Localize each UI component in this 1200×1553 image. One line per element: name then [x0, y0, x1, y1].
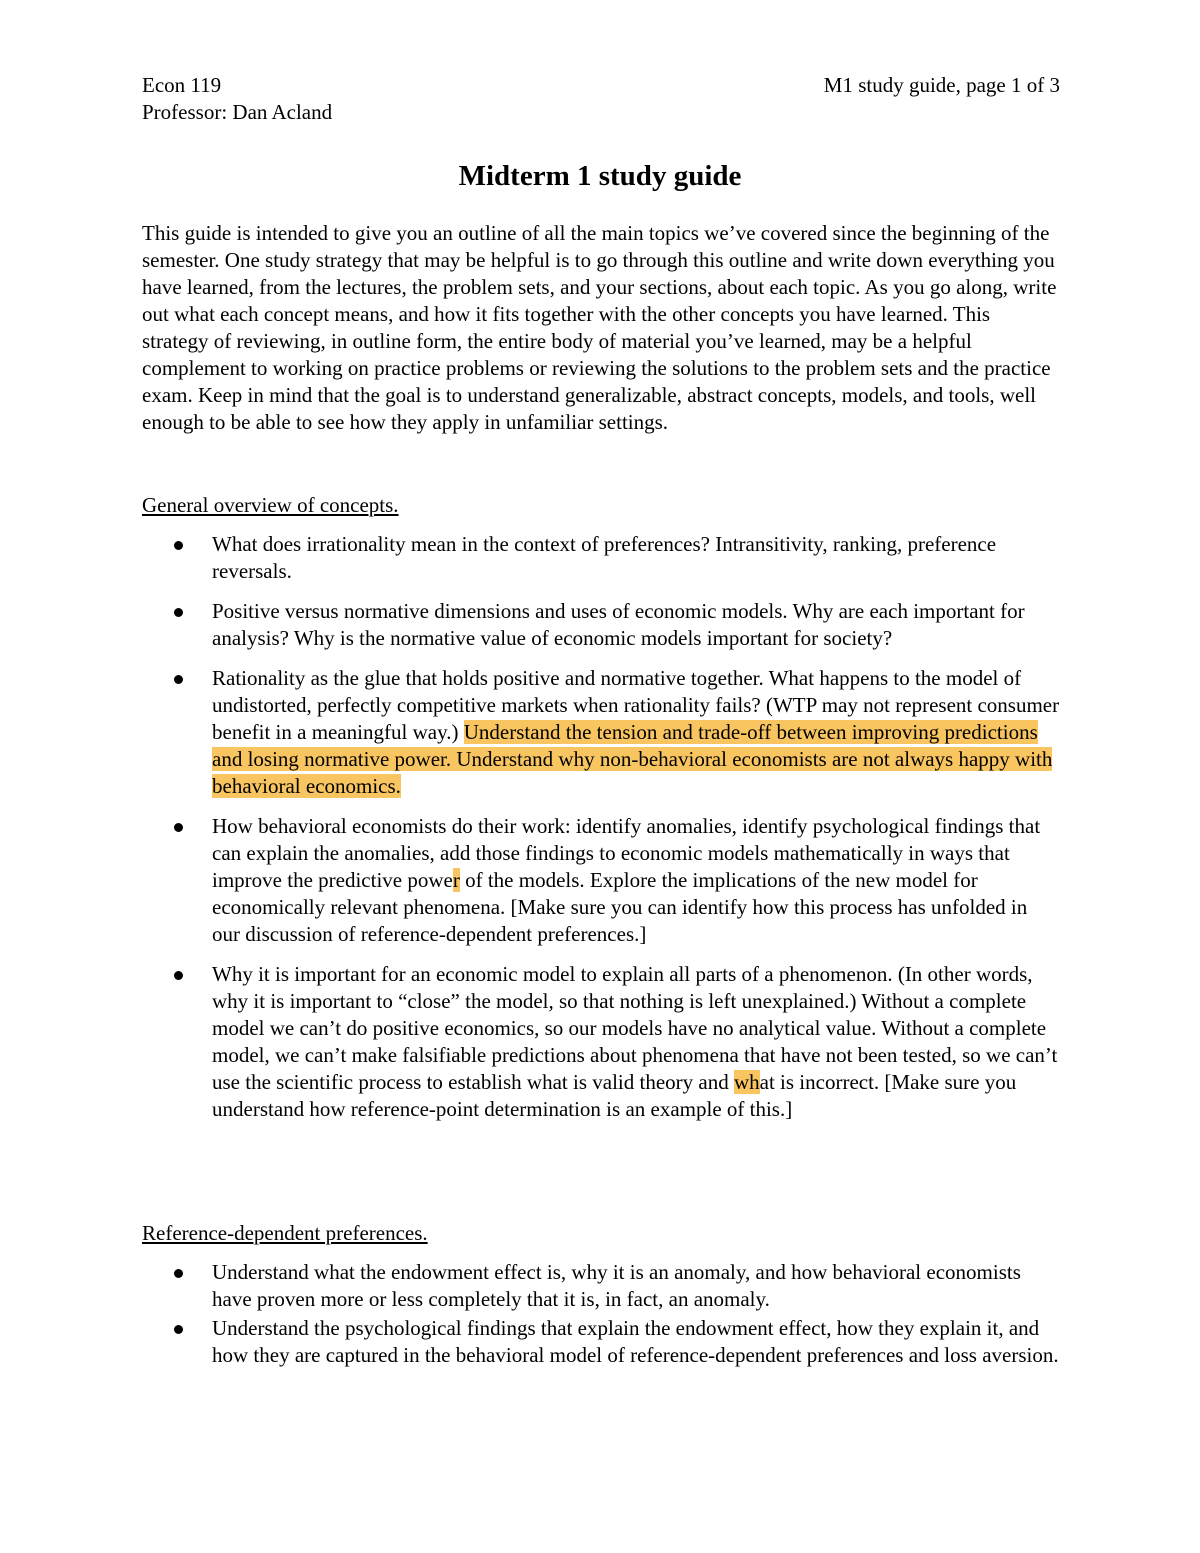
list-item-text: Understand what the endowment effect is, why it is an anomaly, and how behavioral economists have proven more or less completely that it is, in fact, an anomaly.: [212, 1260, 1021, 1311]
list-item: [142, 531, 1060, 585]
list-item: [142, 665, 1060, 800]
intro-paragraph: This guide is intended to give you an outline of all the main topics we’ve covered since the beginning of the semester. One study strategy that may be helpful is to go through this outline and write down everything you have learned, from the lectures, the problem sets, and your sections, about each topic. As you go along, write out what each concept means, and how it fits together with the other concepts you have learned. This strategy of reviewing, in outline form, the entire body of material you’ve learned, may be a helpful complement to working on practice problems or reviewing the solutions to the problem sets and the practice exam. Keep in mind that the goal is to understand generalizable, abstract concepts, models, and tools, well enough to be able to see how they apply in unfamiliar settings.: [142, 221, 1057, 434]
page-header: [142, 72, 1060, 126]
list-item-text-cont: at is incorrect. [Make sure you understand how reference-point determination is an example of this.]: [212, 1070, 1017, 1121]
professor-name: Professor: Dan Acland: [142, 100, 333, 124]
reference-list: [142, 1259, 1060, 1371]
list-item: [142, 1315, 1060, 1369]
list-item: [142, 598, 1060, 652]
list-item-text: What does irrationality mean in the context of preferences? Intransitivity, ranking, preference reversals.: [212, 532, 997, 583]
list-item: [142, 961, 1060, 1123]
section-heading-reference: Reference-dependent preferences.: [142, 1221, 428, 1245]
overview-list: [142, 531, 1060, 1136]
page-info: M1 study guide, page 1 of 3: [823, 73, 1060, 97]
course-name: Econ 119: [142, 73, 222, 97]
bullet-icon: [174, 541, 183, 550]
bullet-icon: [174, 1325, 183, 1334]
list-item-text: Positive versus normative dimensions and uses of economic models. Why are each important for analysis? Why is the normative value of economic models important for society?: [212, 599, 1025, 650]
list-item: [142, 1259, 1060, 1313]
list-item: [142, 813, 1060, 948]
list-item-text: Understand the psychological findings that explain the endowment effect, how they explain it, and how they are captured in the behavioral model of reference-dependent preferences and loss aversion.: [212, 1316, 1059, 1367]
bullet-icon: [174, 971, 183, 980]
highlighted-text: Understand the tension and trade-off between improving predictions and losing normative power. Understand why non-behavioral economists are not always happy with behavioral economics.: [212, 720, 1053, 798]
bullet-icon: [174, 823, 183, 832]
page-title: Midterm 1 study guide: [458, 160, 742, 192]
section-heading-overview: General overview of concepts.: [142, 493, 399, 517]
bullet-icon: [174, 675, 183, 684]
bullet-icon: [174, 1269, 183, 1278]
list-item-text-cont: of the models. Explore the implications of the new model for economically relevant phenomena. [Make sure you can identify how this process has unfolded in our discussion of reference-dependent preferences.]: [212, 868, 1028, 946]
list-item-text: How behavioral economists do their work: identify anomalies, identify psychological findings that can explain the anomalies, add those findings to economic models mathematically in ways that improve the predictive powe: [212, 814, 1041, 892]
list-item-text: Rationality as the glue that holds positive and normative together. What happens to the model of undistorted, perfectly competitive markets when rationality fails? (WTP may not represent consumer benefit in a meaningful way.): [212, 666, 1060, 744]
highlight-mark: r: [452, 868, 460, 892]
list-item-text: Why it is important for an economic model to explain all parts of a phenomenon. (In other words, why it is important to “close” the model, so that nothing is left unexplained.) Without a complete model we can’t do positive economics, so our models have no analytical value. Without a complete model, we can’t make falsifiable predictions about phenomena that have not been tested, so we can’t use the scientific process to establish what is valid theory and: [212, 962, 1058, 1094]
highlight-mark: wh: [733, 1070, 760, 1094]
bullet-icon: [174, 608, 183, 617]
